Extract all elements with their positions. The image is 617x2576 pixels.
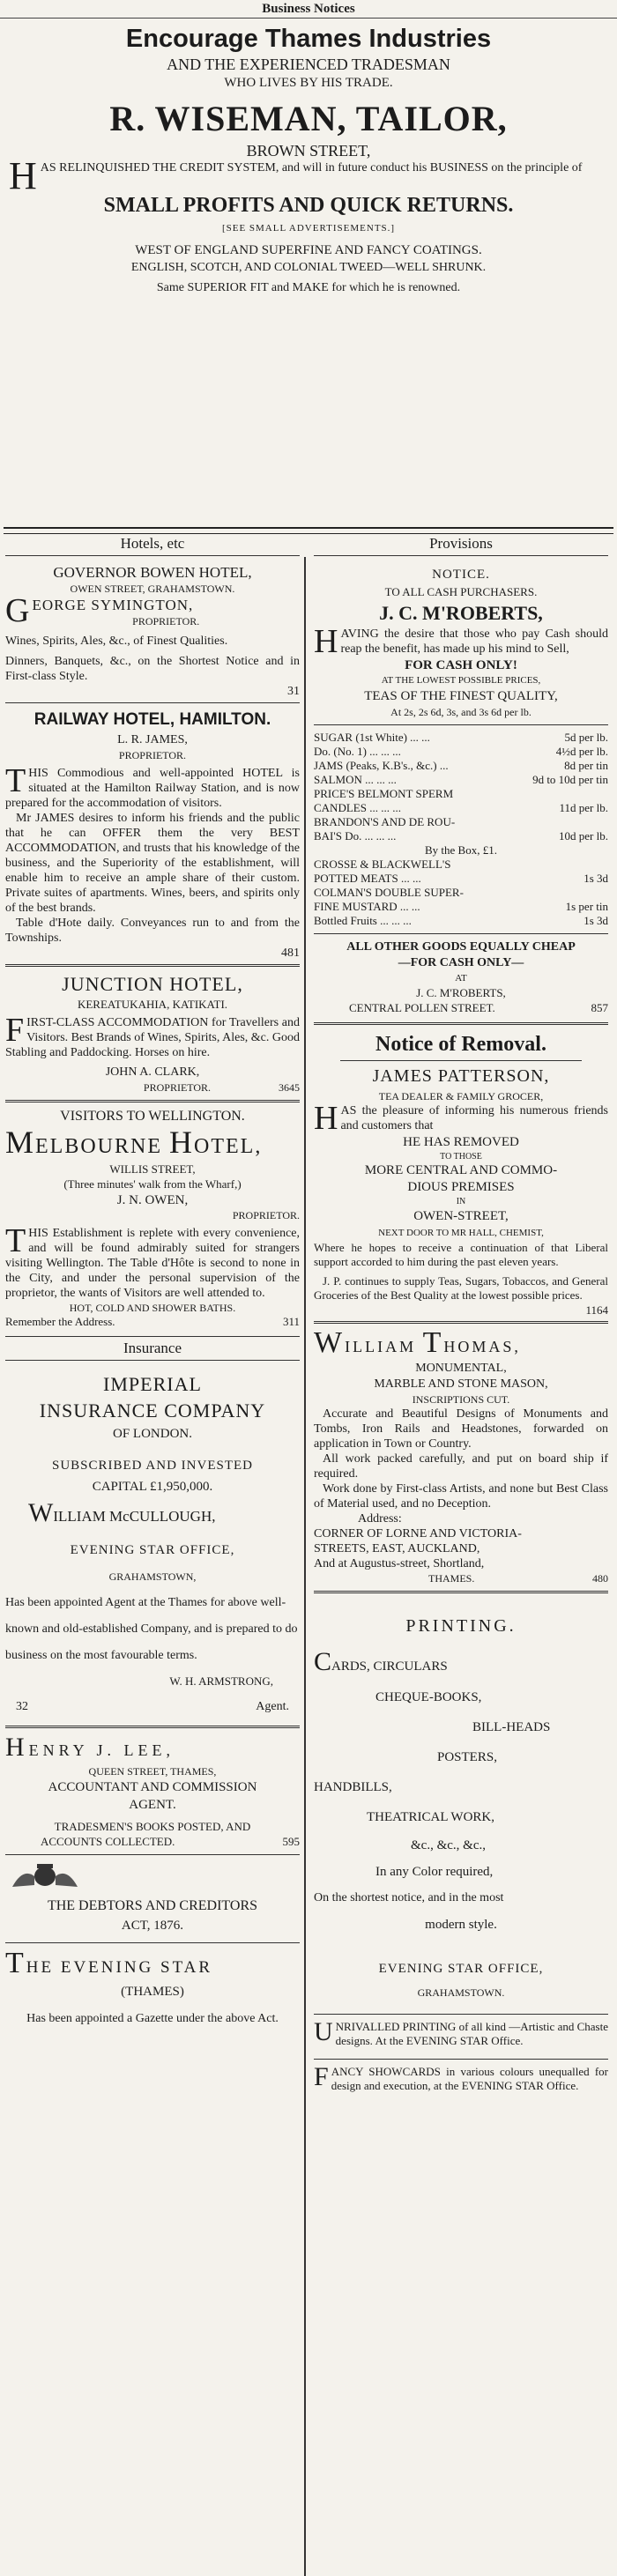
star-body: Has been appointed a Gazette under the above Act. <box>26 2012 279 2025</box>
railway-name: RAILWAY HOTEL, HAMILTON. <box>33 710 271 729</box>
wiseman-see: [SEE SMALL ADVERTISEMENTS.] <box>221 223 396 234</box>
notice-name: J. C. M'ROBERTS, <box>379 602 543 624</box>
price-row <box>314 745 608 759</box>
wiseman-stock2: ENGLISH, SCOTCH, AND COLONIAL TWEED—WELL SHRUNK. <box>130 261 487 274</box>
lee-books1: TRADESMEN'S BOOKS POSTED, AND <box>54 1820 251 1833</box>
imperial-agent-line <box>5 1498 300 1532</box>
price-item: PRICE'S BELMONT SPERM <box>314 787 454 800</box>
price-value: 11d per lb. <box>559 801 608 814</box>
imperial-office: EVENING STAR OFFICE, <box>70 1543 235 1557</box>
price-row <box>314 773 608 787</box>
notice-cash: FOR CASH ONLY! <box>405 658 517 672</box>
removal-body3: J. P. continues to supply Teas, Sugars, Tobaccos, and General Groceries of the Best Quality at the lowest possible prices. <box>314 1274 608 1302</box>
price-value: 1s 3d <box>584 872 608 885</box>
junction-dropcap: F <box>5 1015 25 1049</box>
junction-role: PROPRIETOR. <box>143 1081 212 1094</box>
price-bybox: By the Box, £1. <box>425 843 497 857</box>
lee-name: ENRY J. LEE, <box>28 1741 175 1759</box>
melbourne-dropcap: M <box>5 1125 36 1160</box>
printing-line4: POSTERS, <box>437 1750 497 1764</box>
melbourne-proprietor: J. N. OWEN, <box>116 1193 189 1207</box>
removal-premises1: MORE CENTRAL AND COMMO- <box>364 1163 558 1177</box>
wiseman-name: R. WISEMAN, TAILOR, <box>109 99 508 138</box>
melbourne-street: WILLIS STREET, <box>109 1162 196 1176</box>
thomas-body3: Work done by First-class Artists, and none but Best Class of Material used, and no Deception. <box>314 1482 608 1511</box>
melbourne-body: HIS Establishment is replete with every convenience, and will be found admirably suited for strangers visiting Wellington. The Table d'Hôte is second to none in the City, and under the personal supervision of the proprietor, the wants of Visitors are well attended to. <box>5 1227 300 1300</box>
star-title <box>5 1947 300 1981</box>
railway-role: PROPRIETOR. <box>118 749 187 761</box>
thomas-footer <box>314 1571 608 1585</box>
removal-tothose: TO THOSE <box>440 1152 482 1162</box>
imperial-name1: IMPERIAL <box>103 1373 202 1395</box>
governor-name: GOVERNOR BOWEN HOTEL, <box>53 564 252 581</box>
imperial-sub: UBSCRIBED AND INVESTED <box>60 1459 254 1473</box>
thomas-body1: Accurate and Beautiful Designs of Monuments and Tombs, Iron Rails and Headstones, forwarded on application in Town or Country. <box>314 1407 608 1451</box>
melbourne-remember: Remember the Address. <box>5 1315 115 1328</box>
price-item: CROSSE & BLACKWELL'S <box>314 857 451 871</box>
printing-town: GRAHAMSTOWN. <box>417 1986 505 1999</box>
notice-sign: J. C. M'ROBERTS, <box>416 986 506 999</box>
unrivalled-dropcap: U <box>314 2020 333 2046</box>
price-row <box>314 787 608 801</box>
wiseman-dropcap: H <box>9 160 37 192</box>
price-item: Bottled Fruits ... ... ... <box>314 914 412 927</box>
price-row <box>314 886 608 900</box>
thomas-address: Address: <box>358 1512 402 1526</box>
notice-footer <box>314 1000 608 1015</box>
thomas-dropcap2: T <box>422 1326 444 1359</box>
thomas-name-a: ILLIAM <box>345 1338 417 1355</box>
price-value: 1s 3d <box>584 914 608 927</box>
melbourne-hotel-advert <box>5 1102 300 1329</box>
printing-line7: &c., &c., &c., <box>411 1838 486 1852</box>
price-value: 4½d per lb. <box>555 745 608 758</box>
governor-bowen-advert <box>5 556 300 699</box>
henry-lee-advert <box>5 1728 300 1849</box>
governor-num: 31 <box>287 685 300 698</box>
printing-line6: THEATRICAL WORK, <box>367 1810 494 1824</box>
imperial-capital: CAPITAL £1,950,000. <box>92 1480 213 1494</box>
wiseman-headline: Encourage Thames Industries <box>125 25 492 53</box>
railway-proprietor: L. R. JAMES, <box>117 733 188 746</box>
lee-footer <box>5 1834 300 1849</box>
notice-goods1: ALL OTHER GOODS EQUALLY CHEAP <box>346 940 576 954</box>
removal-title: Notice of Removal. <box>375 1033 546 1056</box>
notice-body-block <box>314 627 608 657</box>
imperial-name2: INSURANCE COMPANY <box>39 1399 266 1422</box>
section-provisions-heading: Provisions <box>429 535 493 552</box>
price-item: CANDLES ... ... ... <box>314 801 401 814</box>
lee-role2: AGENT. <box>129 1798 176 1812</box>
junction-proprietor: JOHN A. CLARK, <box>105 1065 200 1079</box>
evening-star-advert <box>5 1943 300 2030</box>
wiseman-body-block <box>0 160 617 192</box>
removal-trade: TEA DEALER & FAMILY GROCER, <box>378 1090 544 1102</box>
railway-body2: Mr JAMES desires to inform his friends and the public that he can OFFER them the very BEST ACCOMMODATION, and trusts that his knowledge of the business, and the Superiority of the establishment, will enable him to receive an ample share of their custom. Private suites of apartments. Wines, beers, and spirits only of the best brands. <box>5 812 300 915</box>
notice-teaprices: At 2s, 2s 6d, 3s, and 3s 6d per lb. <box>390 706 532 718</box>
wiseman-slogan: SMALL PROFITS AND QUICK RETURNS. <box>103 194 514 217</box>
price-item: SALMON ... ... ... <box>314 773 397 786</box>
melbourne-role: PROPRIETOR. <box>232 1209 300 1221</box>
imperial-agent: ILLIAM McCULLOUGH, <box>53 1508 216 1525</box>
railway-body1: HIS Commodious and well-appointed HOTEL is situated at the Hamilton Railway Station, and is now prepared for the accommodation of visitors. <box>5 767 300 810</box>
price-item: FINE MUSTARD ... ... <box>314 900 420 913</box>
price-item: SUGAR (1st White) ... ... <box>314 731 430 744</box>
section-insurance-heading: Insurance <box>123 1340 182 1356</box>
lee-role1: ACCOUNTANT AND COMMISSION <box>48 1780 257 1794</box>
wiseman-stock1: WEST OF ENGLAND SUPERFINE AND FANCY COATINGS. <box>135 243 482 257</box>
price-row <box>314 759 608 773</box>
notice-teas: TEAS OF THE FINEST QUALITY, <box>364 689 558 703</box>
notice-dropcap: H <box>314 627 338 657</box>
patterson-advert <box>314 1025 608 1318</box>
imperial-sub-line <box>5 1456 300 1475</box>
melbourne-title <box>5 1127 300 1162</box>
imperial-dropcap: W <box>28 1498 54 1527</box>
printing-line2: CHEQUE-BOOKS, <box>375 1690 482 1704</box>
section-hotels-heading: Hotels, etc <box>120 535 185 552</box>
governor-address: OWEN STREET, GRAHAMSTOWN. <box>70 583 235 595</box>
printing-line5: HANDBILLS, <box>314 1780 392 1794</box>
thomas-num: 480 <box>592 1572 608 1585</box>
removal-in: IN <box>456 1197 466 1206</box>
price-item: JAMS (Peaks, K.B's., &c.) ... <box>314 759 449 772</box>
governor-proprietor: EORGE SYMINGTON, <box>32 597 194 613</box>
lee-num: 595 <box>282 1835 300 1848</box>
railway-body1-block <box>5 766 300 811</box>
imperial-of: OF LONDON. <box>113 1427 192 1441</box>
price-value: 1s per tin <box>565 900 608 913</box>
debtors-title: THE DEBTORS AND CREDITORS <box>47 1898 258 1913</box>
melbourne-walk: (Three minutes' walk from the Wharf,) <box>63 1177 242 1191</box>
melbourne-body-block <box>5 1226 300 1301</box>
removal-body-block <box>314 1103 608 1133</box>
right-column <box>314 532 608 2093</box>
divider <box>314 724 608 725</box>
price-value: 8d per tin <box>564 759 608 772</box>
fancy-block <box>314 2065 608 2093</box>
printing-dropcap: C <box>314 1647 332 1676</box>
removal-body2: Where he hopes to receive a continuation of that Liberal support accorded to him during the past eleven years. <box>314 1241 608 1268</box>
wiseman-line2: WHO LIVES BY HIS TRADE. <box>224 76 393 90</box>
printing-line9: On the shortest notice, and in the most <box>314 1891 504 1904</box>
thomas-advert <box>314 1324 608 1585</box>
divider <box>340 1060 582 1061</box>
railway-num: 481 <box>281 947 300 960</box>
melbourne-dropcap2: H <box>169 1125 195 1160</box>
thomas-corner2: STREETS, EAST, AUCKLAND, <box>314 1542 480 1555</box>
notice-body: AVING the desire that those who pay Cash should reap the benefit, has made up his mind to Sell, <box>340 627 608 656</box>
page-header: Business Notices <box>0 0 617 19</box>
junction-num: 3645 <box>278 1081 300 1094</box>
printing-line1-row <box>314 1646 608 1682</box>
railway-hotel-advert <box>5 703 300 961</box>
removal-name: JAMES PATTERSON, <box>372 1066 550 1086</box>
junction-hotel-advert <box>5 967 300 1095</box>
junction-footer <box>5 1081 300 1095</box>
star-thames: (THAMES) <box>121 1985 184 1999</box>
imperial-town: GRAHAMSTOWN, <box>108 1570 197 1583</box>
removal-body: AS the pleasure of informing his numerous friends and customers that <box>340 1104 608 1132</box>
printing-title: PRINTING. <box>405 1616 517 1636</box>
price-value: 10d per lb. <box>559 829 608 843</box>
lee-title <box>5 1733 300 1764</box>
lee-street: QUEEN STREET, THAMES, <box>88 1765 217 1778</box>
thomas-and: And at Augustus-street, Shortland, <box>314 1557 485 1570</box>
price-row <box>314 815 608 829</box>
thomas-body2: All work packed carefully, and put on board ship if required. <box>314 1452 608 1481</box>
governor-wines: Wines, Spirits, Ales, &c., of Finest Qualities. <box>5 635 228 648</box>
railway-body3: Table d'Hote daily. Conveyances run to and from the Townships. <box>5 917 300 945</box>
price-item: BAI'S Do. ... ... ... <box>314 829 397 843</box>
price-item: BRANDON'S AND DE ROU- <box>314 815 456 828</box>
melbourne-visitors: VISITORS TO WELLINGTON. <box>60 1109 245 1124</box>
price-row <box>314 872 608 886</box>
lee-dropcap: H <box>5 1733 29 1762</box>
price-list <box>314 731 608 928</box>
thomas-trade1: MONUMENTAL, <box>415 1362 507 1375</box>
star-name: HE EVENING STAR <box>26 1958 213 1977</box>
melbourne-footer <box>5 1315 300 1329</box>
imperial-body: Has been appointed Agent at the Thames for above well-known and old-established Company, and is prepared to do business on the most favourable terms. <box>5 1596 298 1662</box>
star-dropcap: T <box>5 1947 26 1979</box>
melbourne-name-b: OTEL, <box>194 1135 263 1158</box>
printing-advert <box>314 1593 608 2003</box>
junction-place: KEREATUKAHIA, KATIKATI. <box>77 998 228 1011</box>
melbourne-baths: HOT, COLD AND SHOWER BATHS. <box>69 1302 236 1314</box>
lee-books2: ACCOUNTS COLLECTED. <box>41 1835 175 1848</box>
fancy-dropcap: F <box>314 2065 329 2091</box>
price-row <box>314 829 608 843</box>
thomas-name-b: HOMAS, <box>443 1338 521 1355</box>
price-item: COLMAN'S DOUBLE SUPER- <box>314 886 464 899</box>
unrivalled-block <box>314 2020 608 2048</box>
junction-body-block <box>5 1015 300 1060</box>
printing-line10: modern style. <box>425 1918 497 1932</box>
imperial-num: 32 <box>16 1700 28 1713</box>
price-row <box>314 900 608 914</box>
mroberts-advert <box>314 556 608 1015</box>
notice-street: CENTRAL POLLEN STREET. <box>349 1001 495 1014</box>
price-item: Do. (No. 1) ... ... ... <box>314 745 401 758</box>
removal-premises2: DIOUS PREMISES <box>407 1180 515 1194</box>
fancy-body: ANCY SHOWCARDS in various colours unequalled for design and execution, at the EVENING STAR Office. <box>331 2065 608 2092</box>
debtors-act: ACT, 1876. <box>121 1919 184 1933</box>
notice-to: TO ALL CASH PURCHASERS. <box>384 585 538 598</box>
imperial-title: Agent. <box>256 1700 289 1713</box>
debtors-advert <box>5 1855 300 1935</box>
thomas-title <box>314 1326 608 1361</box>
column-divider <box>304 557 306 2576</box>
governor-role: PROPRIETOR. <box>132 615 200 627</box>
printing-office: EVENING STAR OFFICE, <box>378 1962 544 1976</box>
price-row <box>314 857 608 872</box>
wiseman-line1: AND THE EXPERIENCED TRADESMAN <box>167 56 450 73</box>
removal-next: NEXT DOOR TO MR HALL, CHEMIST, <box>378 1228 544 1238</box>
price-row <box>314 731 608 745</box>
removal-dropcap: H <box>314 1103 338 1133</box>
wiseman-renown: Same SUPERIOR FIT and MAKE for which he is renowned. <box>156 281 461 294</box>
notice-goods2: —FOR CASH ONLY— <box>398 956 524 969</box>
governor-proprietor-block <box>5 596 300 628</box>
governor-dinners: Dinners, Banquets, &c., on the Shortest Notice and in First-class Style. <box>5 655 300 683</box>
governor-dropcap: G <box>5 596 30 628</box>
notice-at: AT <box>455 973 467 984</box>
price-item: POTTED MEATS ... ... <box>314 872 421 885</box>
melbourne-num: 311 <box>282 1315 300 1328</box>
thomas-thames: THAMES. <box>428 1572 475 1585</box>
junction-body: IRST-CLASS ACCOMMODATION for Travellers and Visitors. Best Brands of Wines, Spirits, Ales, &c. Good Stabling and Paddocking. Horses on hire. <box>5 1016 300 1059</box>
wiseman-advert <box>0 23 617 300</box>
removal-street: OWEN-STREET, <box>413 1209 509 1223</box>
imperial-sub-cap: S <box>51 1459 61 1473</box>
notice-num: 857 <box>591 1001 608 1014</box>
notice-lowest: AT THE LOWEST POSSIBLE PRICES, <box>381 675 541 686</box>
printing-line1: ARDS, CIRCULARS <box>331 1659 448 1674</box>
fancy-advert <box>314 2060 608 2093</box>
removal-removed: HE HAS REMOVED <box>403 1135 519 1149</box>
notice-title: NOTICE. <box>432 568 490 582</box>
imperial-footer <box>5 1694 300 1720</box>
thomas-corner1: CORNER OF LORNE AND VICTORIA- <box>314 1527 522 1540</box>
railway-dropcap: T <box>5 766 26 799</box>
unrivalled-advert <box>314 2015 608 2048</box>
divider <box>314 933 608 934</box>
melbourne-dropcap3: T <box>5 1226 26 1259</box>
junction-name: JUNCTION HOTEL, <box>62 973 243 995</box>
melbourne-name-a: ELBOURNE <box>35 1135 163 1158</box>
thomas-trade2: MARBLE AND STONE MASON, <box>374 1377 548 1391</box>
price-value: 5d per lb. <box>564 731 608 744</box>
thomas-trade3: INSCRIPTIONS CUT. <box>412 1393 510 1406</box>
wiseman-body: AS RELINQUISHED THE CREDIT SYSTEM, and will in future conduct his BUSINESS on the principle of <box>40 161 583 174</box>
royal-arms-icon <box>5 1862 85 1889</box>
printing-line8: In any Color required, <box>375 1865 494 1879</box>
left-column <box>5 532 300 2030</box>
price-value: 9d to 10d per tin <box>532 773 608 786</box>
imperial-sign: W. H. ARMSTRONG, <box>169 1674 273 1688</box>
unrivalled-body: NRIVALLED PRINTING of all kind —Artistic and Chaste designs. At the EVENING STAR Office. <box>335 2020 608 2047</box>
price-row <box>314 801 608 815</box>
thomas-dropcap: W <box>314 1326 346 1359</box>
printing-line3: BILL-HEADS <box>472 1720 551 1734</box>
removal-num: 1164 <box>585 1303 608 1317</box>
price-row <box>314 914 608 928</box>
imperial-insurance-advert <box>5 1361 300 1720</box>
wiseman-street: BROWN STREET, <box>246 142 371 160</box>
